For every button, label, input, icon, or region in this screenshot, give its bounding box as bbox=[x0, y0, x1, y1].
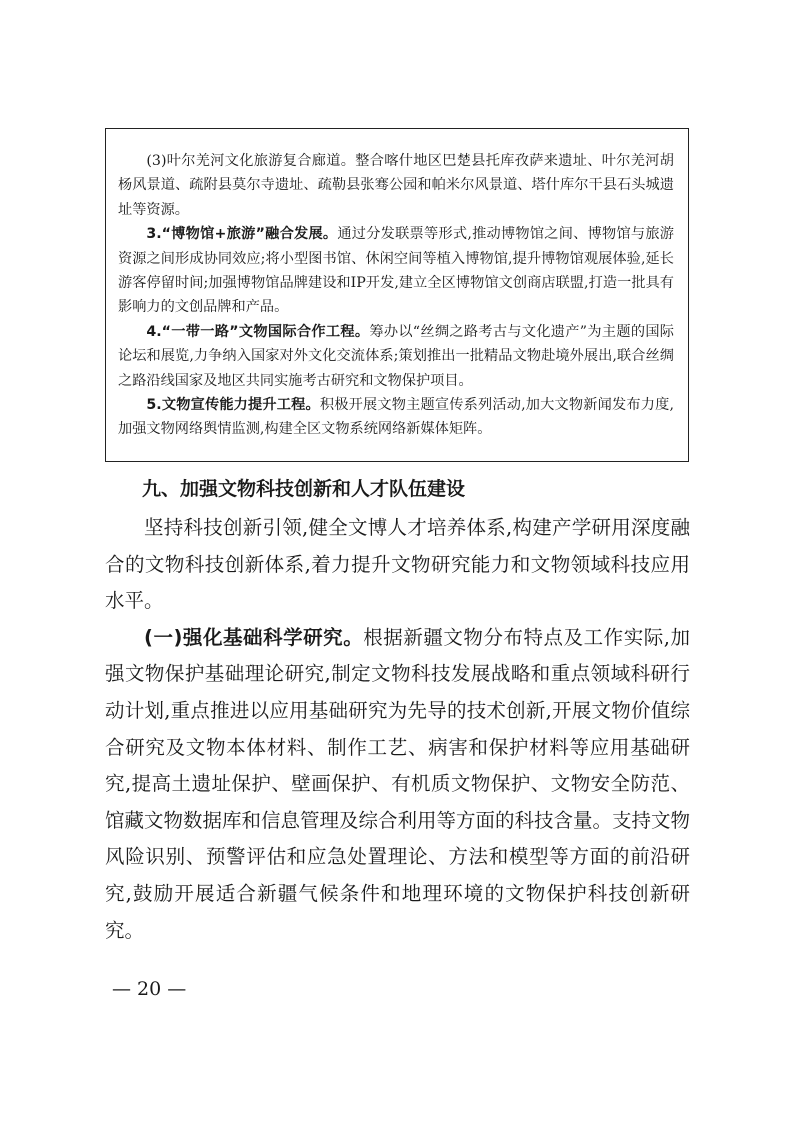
box-paragraph-3 bbox=[118, 320, 674, 393]
subsection-title: (一)强化基础科学研究。 bbox=[144, 625, 364, 649]
subsection-text: 根据新疆文物分布特点及工作实际,加强文物保护基础理论研究,制定文物科技发展战略和重点领域科研行动计划,重点推进以应用基础研究为先导的技术创新,开展文物价值综合研究及文物本体材料、制作工艺、病害和保护材料等应用基础研究,提高土遗址保护、壁画保护、有机质文物保护、文物安全防范、馆藏文物数据库和信息管理及综合利用等方面的科技含量。支持文物风险识别、预警评估和应急处置理论、方法和模型等方面的前沿研究,鼓励开展适合新疆气候条件和地理环境的文物保护科技创新研究。 bbox=[105, 625, 691, 942]
box-paragraph-1-text: (3)叶尔羌河文化旅游复合廊道。整合喀什地区巴楚县托库孜萨来遗址、叶尔羌河胡杨风景道、疏附县莫尔寺遗址、疏勒县张骞公园和帕米尔风景道、塔什库尔干县石头城遗址等资源。 bbox=[118, 153, 674, 218]
box-paragraph-3-text: 筹办以“丝绸之路考古与文化遗产”为主题的国际论坛和展览,力争纳入国家对外文化交流体系;策划推出一批精品文物赴境外展出,联合丝绸之路沿线国家及地区共同实施考古研究和文物保护项目。 bbox=[118, 323, 674, 389]
box-paragraph-2-text: 通过分发联票等形式,推动博物馆之间、博物馆与旅游资源之间形成协同效应;将小型图书馆、休闲空间等植入博物馆,提升博物馆观展体验,延长游客停留时间;加强博物馆品牌建设和IP开发,建立全区博物馆文创商店联盟,打造一批具有影响力的文创品牌和产品。 bbox=[118, 226, 674, 316]
box-paragraph-1 bbox=[118, 149, 674, 222]
box-paragraph-3-title: 4.“一带一路”文物国际合作工程。 bbox=[146, 323, 370, 340]
box-paragraph-4-title: 5.文物宣传能力提升工程。 bbox=[146, 397, 320, 414]
section-body bbox=[105, 510, 690, 949]
box-paragraph-4 bbox=[118, 393, 674, 442]
box-paragraph-4-text: 积极开展文物主题宣传系列活动,加大文物新闻发布力度,加强文物网络舆情监测,构建全区文物系统网络新媒体矩阵。 bbox=[118, 397, 674, 438]
box-paragraph-2-title: 3.“博物馆+旅游”融合发展。 bbox=[146, 226, 338, 243]
intro-paragraph bbox=[105, 510, 690, 620]
subsection-paragraph bbox=[105, 620, 690, 949]
boxed-note bbox=[105, 128, 689, 462]
box-paragraph-2 bbox=[118, 222, 674, 320]
page-number: — 20 — bbox=[112, 978, 187, 1000]
intro-paragraph-text: 坚持科技创新引领,健全文博人才培养体系,构建产学研用深度融合的文物科技创新体系,着力提升文物研究能力和文物领域科技应用水平。 bbox=[105, 516, 690, 613]
section-heading: 九、加强文物科技创新和人才队伍建设 bbox=[142, 478, 466, 500]
